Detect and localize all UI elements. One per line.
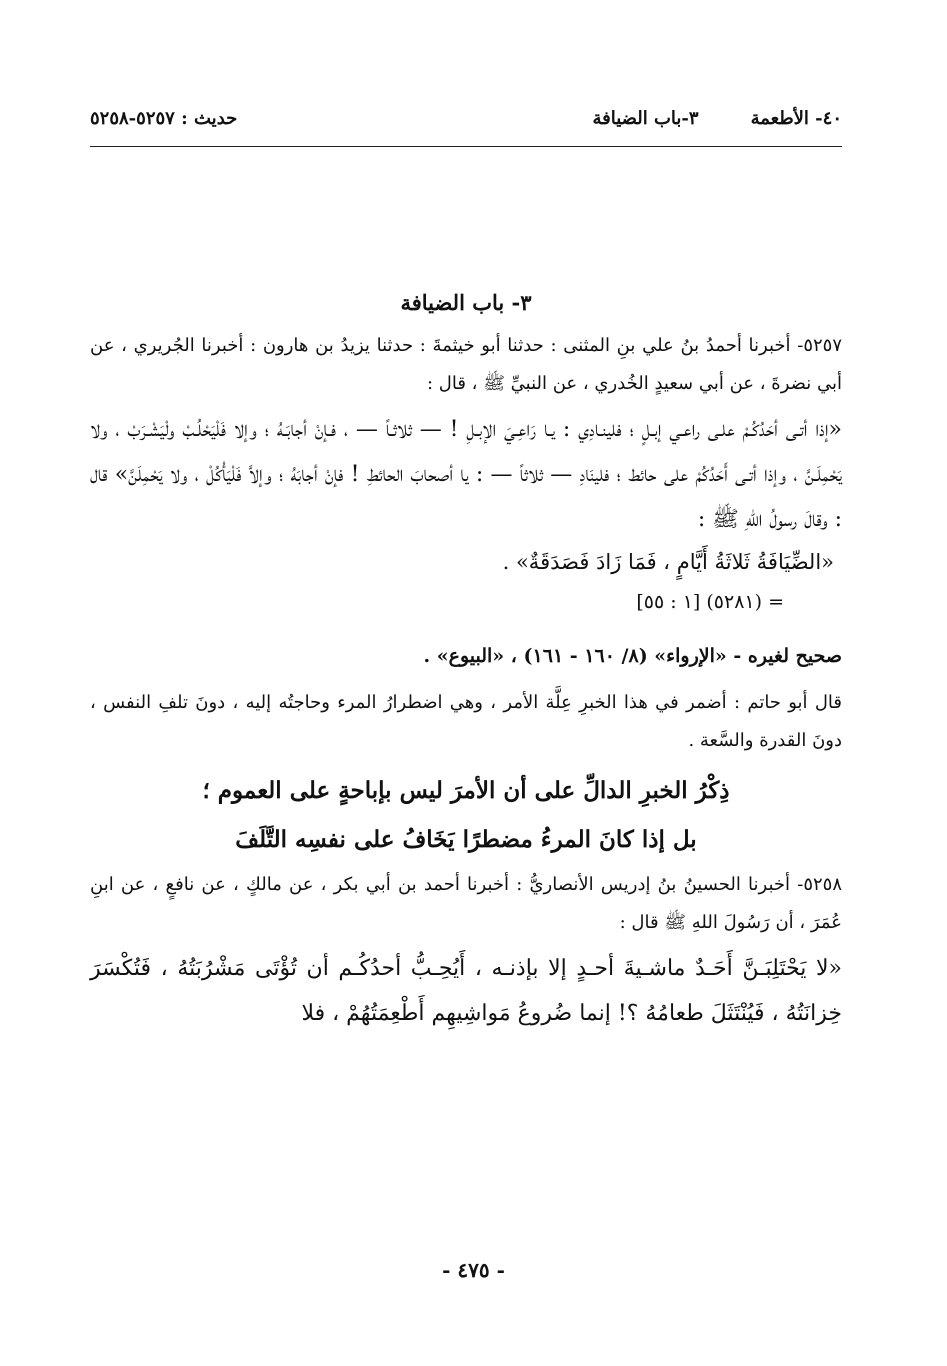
hadith-5257-matn: «إذا أتـى أحَدُكُـمْ علـى راعـي إبـلٍ ؛ فلينـادِي : يـا رَاعِـيَ الإبـلِ ! — ثلاثـاً — ، فـإنْ أجابَـهُ ؛ وإلا فَلْيَحْلُـبْ ولْيَشْـرَبْ ، ولا يَحْمِلَـنَّ ، وإذا أتـى أَحَدُكُمْ على حائط ؛ فلينَادِ — ثلاثاً — : يا أصحابَ الحائطِ ! فإنْ أجابَهُ ؛ وإلاَّ فَلْيَأْكُلْ ، ولا يَحْمِلَنَّ» قال : وقالَ رسولُ اللهِ ﷺ :: [90, 417, 842, 532]
hadith-5257-matn-second: «الضِّيَافَةُ ثَلاثَةُ أَيَّامٍ ، فَمَا زَادَ فَصَدَقَةٌ» .: [502, 550, 834, 574]
header-book-title: ٤٠- الأطعمة: [750, 108, 842, 129]
running-header: [90, 108, 842, 138]
subtitle-line-2: بل إذا كانَ المرءُ مضطرًا يَخَافُ على نفسِه التَّلَفَ: [235, 826, 697, 853]
hadith-5258-matn: «لا يَحْتَلِبَـنَّ أَحَـدٌ ماشـيةَ أحـدٍ إلا بإذنـه ، أَيُحِـبُّ أحدُكُـم أن تُؤْتَى مَشْرُبَتُهُ ، فَتُكْسَرَ خِزانَتُهُ ، فَيُنْتَثَلَ طعامُهُ ؟! إنما ضُروعُ مَواشِيهِم أَطْعِمَتُهُمْ ، فلا: [90, 956, 842, 1026]
section-title: ٣- باب الضيافة: [400, 290, 532, 315]
header-chapter-title: ٣-باب الضيافة: [592, 108, 699, 129]
hadith-5257-cross-reference: = (٥٢٨١) [١ : ٥٥]: [636, 591, 784, 613]
hadith-5257-isnad: ٥٢٥٧- أخبرنا أحمدُ بنُ علي بنِ المثنى : حدثنا أبو خيثمةَ : حدثنا يزيدُ بن هارون : أخبرنا الجُريري ، عن أبي نضرةَ ، عن أبي سعيدٍ الخُدري ، عن النبيِّ ﷺ ، قال :: [90, 335, 842, 394]
header-hadith-range: حديث : ٥٢٥٧-٥٢٥٨: [90, 108, 238, 129]
page-body: [90, 290, 842, 1036]
page-number: - ٤٧٥ -: [442, 1258, 505, 1282]
header-divider: [90, 146, 842, 147]
hadith-5258-isnad: ٥٢٥٨- أخبرنا الحسينُ بنُ إدريس الأنصاريُّ : أخبرنا أحمد بن أبي بكر ، عن مالكٍ ، عن نافعٍ ، عن ابنِ عُمَرَ ، أن رَسُولَ اللهِ ﷺ قال :: [90, 874, 842, 933]
abu-hatim-note: قال أبو حاتم : أضمر في هذا الخبرِ عِلَّة الأمر ، وهي اضطرارُ المرء وحاجتُه إليه ، دونَ تلفِ النفس ، دونَ القدرة والسَّعة .: [90, 692, 843, 751]
subtitle-line-1: ذِكْرُ الخبرِ الدالِّ على أن الأمرَ ليس بإباحةٍ على العموم ؛: [202, 777, 730, 804]
hadith-5257-grade: صحيح لغيره - «الإرواء» (٨/ ١٦٠ - ١٦١) ، «البيوع» .: [423, 645, 842, 667]
header-titles: [592, 108, 842, 129]
subtitle-heading: [90, 768, 842, 862]
